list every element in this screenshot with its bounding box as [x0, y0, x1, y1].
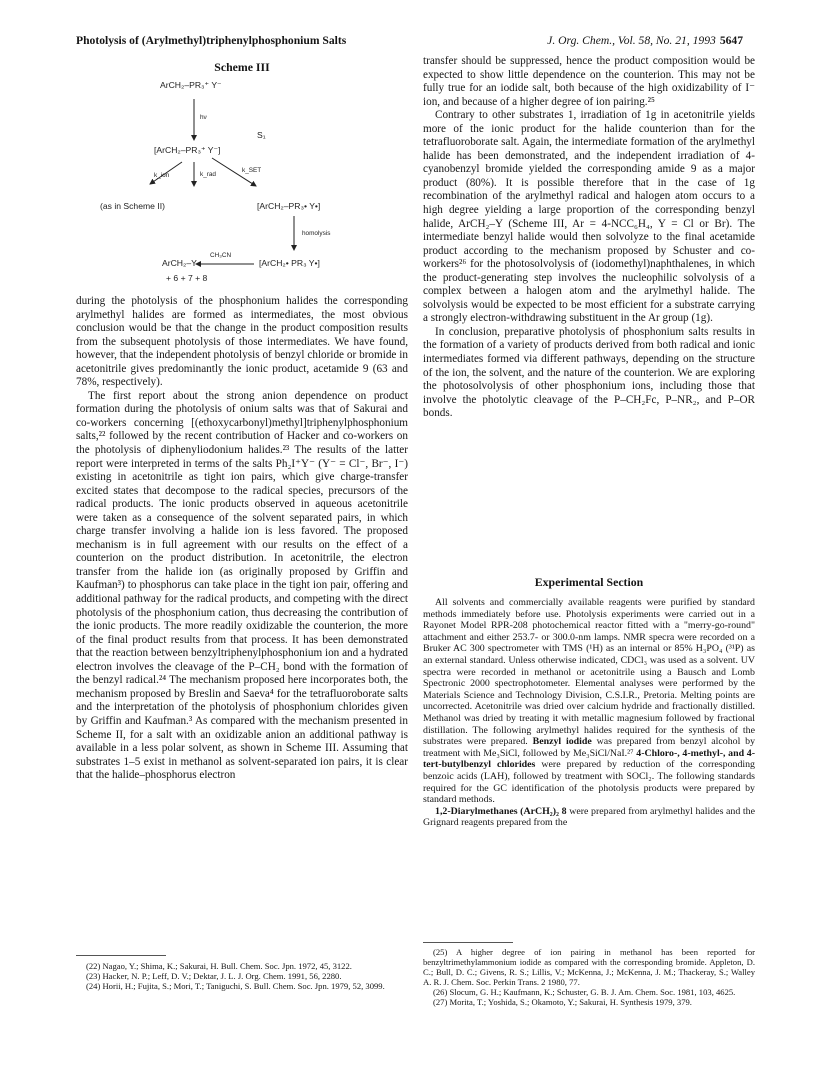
scheme-arrows [76, 74, 408, 284]
paragraph-left-2: The first report about the strong anion dependence on product formation during the photolysis of onium salts was that of Sakurai and co-workers concerning [(ethoxycarbonyl)methyl]triphenylphosphonium salts,²² followed by the recent contribution of Hacker and co-workers on the photolysis of diphenyliodonium halides.²³ The results of the latter report were interpreted in terms of the salts Ph₂I⁺Y⁻ (Y⁻ = Cl⁻, Br⁻, I⁻) existing in acetonitrile as tight ion pairs, which give charge-transfer excited states that decompose to the radical species, precursors of the radical products. The ionic products observed in aqueous acetonitrile were taken as a consequence of the solvent separated pairs, in which charge transfer involving a halide ion is less favored. The proposed mechanism is in full agreement with our results on the effect of a counterion on the product distribution. In acetonitrile, the electron transfer from the halide ion (as originally proposed by Griffin and Kaufman³) to phosphorus can take place in the tight ion pair, offering and additional pathway for the radical products, and competing with the direct photolysis of the phosphonium cation, thus decreasing the contribution of the ionic products. The more readily oxidizable the counterion, the more of the final product results from that process. It has been demonstrated that the reaction between benzyltriphenylphosphonium ion and a hydrated electron involves the cleavage of the P–CH₂ bond with the formation of the benzyl radical.²⁴ The mechanism proposed here incorporates both, the mechanism proposed by Breslin and Saeva⁴ for the tetrafluoroborate salts and the interpretation of the photolysis of phosphonium chlorides given by Griffin and Kaufman.³ As compared with the mechanism presented in Scheme II, for a salt with an oxidizable anion an additional pathway is available in a less polar solvent, as shown in Scheme III. Assuming that substrates 1–5 exist in methanol as solvent-separated ion pairs, it is clear that the halide–phosphorus electron [76, 389, 408, 782]
compound-benzyl-iodide: Benzyl iodide [532, 736, 592, 748]
label-kset: k_SET [242, 167, 262, 174]
label-s1: S₁ [257, 130, 266, 140]
footnote-rule-left [76, 955, 166, 956]
compound-benzyl-chlorides: 4-Chloro-, 4-methyl-, and 4-tert-butylbenzyl chlorides [423, 747, 755, 771]
running-header-journal [547, 34, 743, 47]
experimental-paragraph-2 [423, 806, 755, 829]
species-as-scheme-ii: (as in Scheme II) [100, 201, 165, 211]
experimental-text [423, 597, 755, 829]
species-radical-pair: [ArCH₂–PR₃• Y•] [257, 201, 321, 211]
footnote-26: (26) Slocum, G. H.; Kaufmann, K.; Schuster, G. B. J. Am. Chem. Soc. 1981, 103, 4625. [433, 986, 736, 997]
species-salt: ArCH₂–PR₃⁺ Y⁻ [160, 80, 222, 90]
left-column [76, 295, 408, 783]
label-krad: k_rad [200, 171, 216, 178]
experimental-p1-text: All solvents and commercially available reagents were purified by standard methods immediately before use. Photolysis experiments were carried out in a Rayonet Model RPR-208 photochemical reactor fitted with a "merry-go-round" attachment and either 253.7- or 300.0-nm lamps. NMR specra were recorded on a Bruker AC 300 spectrometer with TMS (¹H) as an internal or 85% H₃PO₄ (³¹P) as an external standard. Unless otherwise indicated, CDCl₃ was used as a solvent. UV spectra were recorded in methanol or acetonitrile using a Bausch and Lomb Spectronic 2000 spectrophotometer. Elemental analyses were performed by the Materials Science and Technology Division, C.S.I.R., Pretoria. Melting points are uncorrected. Acetonitrile was dried over calcium hydride and fractionally distilled. Methanol was dried by treating it with metallic magnesium followed by fractional distillation. The following arylmethyl halides required for the synthesis of the substrates were prepared. [423, 597, 755, 748]
label-ch3cn: CH₃CN [210, 252, 232, 259]
footnote-27: (27) Morita, T.; Yoshida, S.; Okamoto, Y.; Sakurai, H. Synthesis 1979, 379. [433, 996, 692, 1007]
scheme-diagram [76, 74, 408, 284]
footnote-rule-right [423, 942, 513, 943]
section-heading-experimental: Experimental Section [534, 575, 644, 589]
label-hv: hν [200, 114, 207, 121]
paragraph-right-1: transfer should be suppressed, hence the product composition would be expected to show little dependence on the counterion. This may not be fully true for an iodide salt, both because of the high oxidizability of I⁻ ion, and because of a higher degree of ion pairing.²⁵ [423, 55, 755, 108]
footnote-24: (24) Horii, H.; Fujita, S.; Mori, T.; Taniguchi, S. Bull. Chem. Soc. Jpn. 1979, 52, 3099. [86, 980, 385, 991]
running-header-title: Photolysis of (Arylmethyl)triphenylphosphonium Salts [76, 34, 347, 47]
species-radicals: [ArCH₂• PR₃ Y•] [259, 258, 320, 268]
footnote-25: (25) A higher degree of ion pairing in methanol has been reported for benzyltrimethylammonium iodide as compared with the corresponding bromide. Appleton, D. C.; Bull, D. C.; Givens, R. S.; Lillis, V.; McKenna, J.; McKenna, J. M.; Thackeray, S.; Walley A. R. J. Chem. Soc. Perkin Trans. 2 1980, 77. [423, 947, 755, 987]
footnotes-right [423, 948, 755, 1007]
paragraph-left-1: during the photolysis of the phosphonium halides the corresponding arylmethyl halides are formed as intermediates, the most obvious conclusion would be that the change in the product composition results from the subsequent photolysis of those intermediates. We have found, however, that the independent photolysis of benzyl chloride or bromide in acetonitrile gives predominantly the ionic product, acetamide 9 (63 and 78%, respectively). [76, 295, 408, 389]
paragraph-right-2: Contrary to other substrates 1, irradiation of 1g in acetonitrile yields more of the ionic product for the halide counterion than for the tetrafluoroborate salt. Again, the intermediate formation of the arylmethyl halide has been demonstrated, and the independent irradiation of 4-cyanobenzyl bromide yielded the corresponding amide 9 as a major product (80%). It is possible therefore that in the case of 1g recombination of the arylmethyl radical and halogen atom occurs to a high degree yielding a large proportion of the corresponding benzyl halide, ArCH₂–Y (Scheme III, Ar = 4-NCC₆H₄, Y = Cl or Br). The intermediate benzyl halide would then solvolyze to the final acetamide product according to the mechanism proposed by Schuster and co-workers²⁶ for the photosolvolysis of (iodomethyl)naphthalenes, in which the product-generating step involves the nucleophilic solvolysis of a complex between a halogen atom and the arylmethyl halide. The solvolysis would be expected to be most efficient for a substrate carrying a strongly electron-withdrawing substituent in the Ar group (1g). [423, 109, 755, 325]
label-kion: k_ion [154, 172, 170, 179]
compound-diarylmethanes: 1,2-Diarylmethanes (ArCH₂)₂ 8 [435, 805, 567, 817]
journal-citation: J. Org. Chem., Vol. 58, No. 21, 1993 [547, 34, 716, 47]
experimental-p2-text: were prepared from arylmethyl halides and the Grignard reagents prepared from the [423, 805, 755, 829]
scheme-title: Scheme III [214, 60, 270, 74]
footnote-23: (23) Hacker, N. P.; Leff, D. V.; Dektar, J. L. J. Org. Chem. 1991, 56, 2280. [86, 970, 342, 981]
page-number: 5647 [719, 34, 743, 47]
footnotes-left [76, 962, 408, 992]
paragraph-right-3: In conclusion, preparative photolysis of phosphonium salts results in the formation of a variety of products derived from both radical and ionic intermediates formed via different pathways, depending on the structure of the ion, the solvent, and the nature of the counterion. We are exploring the photosolvolysis of other phosphonium ions, including those that involve the photolytic cleavage of the P–CH₂Fc, P–NR₂, and P–OR bonds. [423, 325, 755, 420]
species-excited-pair: [ArCH₂–PR₃⁺ Y⁻] [154, 145, 221, 155]
species-benzyl-halide: ArCH₂–Y [162, 258, 197, 268]
right-column [423, 55, 755, 421]
experimental-p1-cont2: were prepared by reduction of the corresponding benzoic acids (LAH), followed by treatment with SOCl₂. The following standards required for the GC identification of the photolysis products were prepared by standard methods. [423, 759, 755, 806]
species-products: + 6 + 7 + 8 [166, 273, 208, 283]
footnote-22: (22) Nagao, Y.; Shima, K.; Sakurai, H. Bull. Chem. Soc. Jpn. 1972, 45, 3122. [86, 961, 352, 971]
experimental-p1-cont: was prepared from benzyl alcohol by treatment with Me₃SiCl, followed by Me₃SiCl/NaI.²⁷ [423, 736, 756, 759]
experimental-paragraph-1 [423, 597, 755, 806]
label-homolysis: homolysis [302, 230, 331, 237]
